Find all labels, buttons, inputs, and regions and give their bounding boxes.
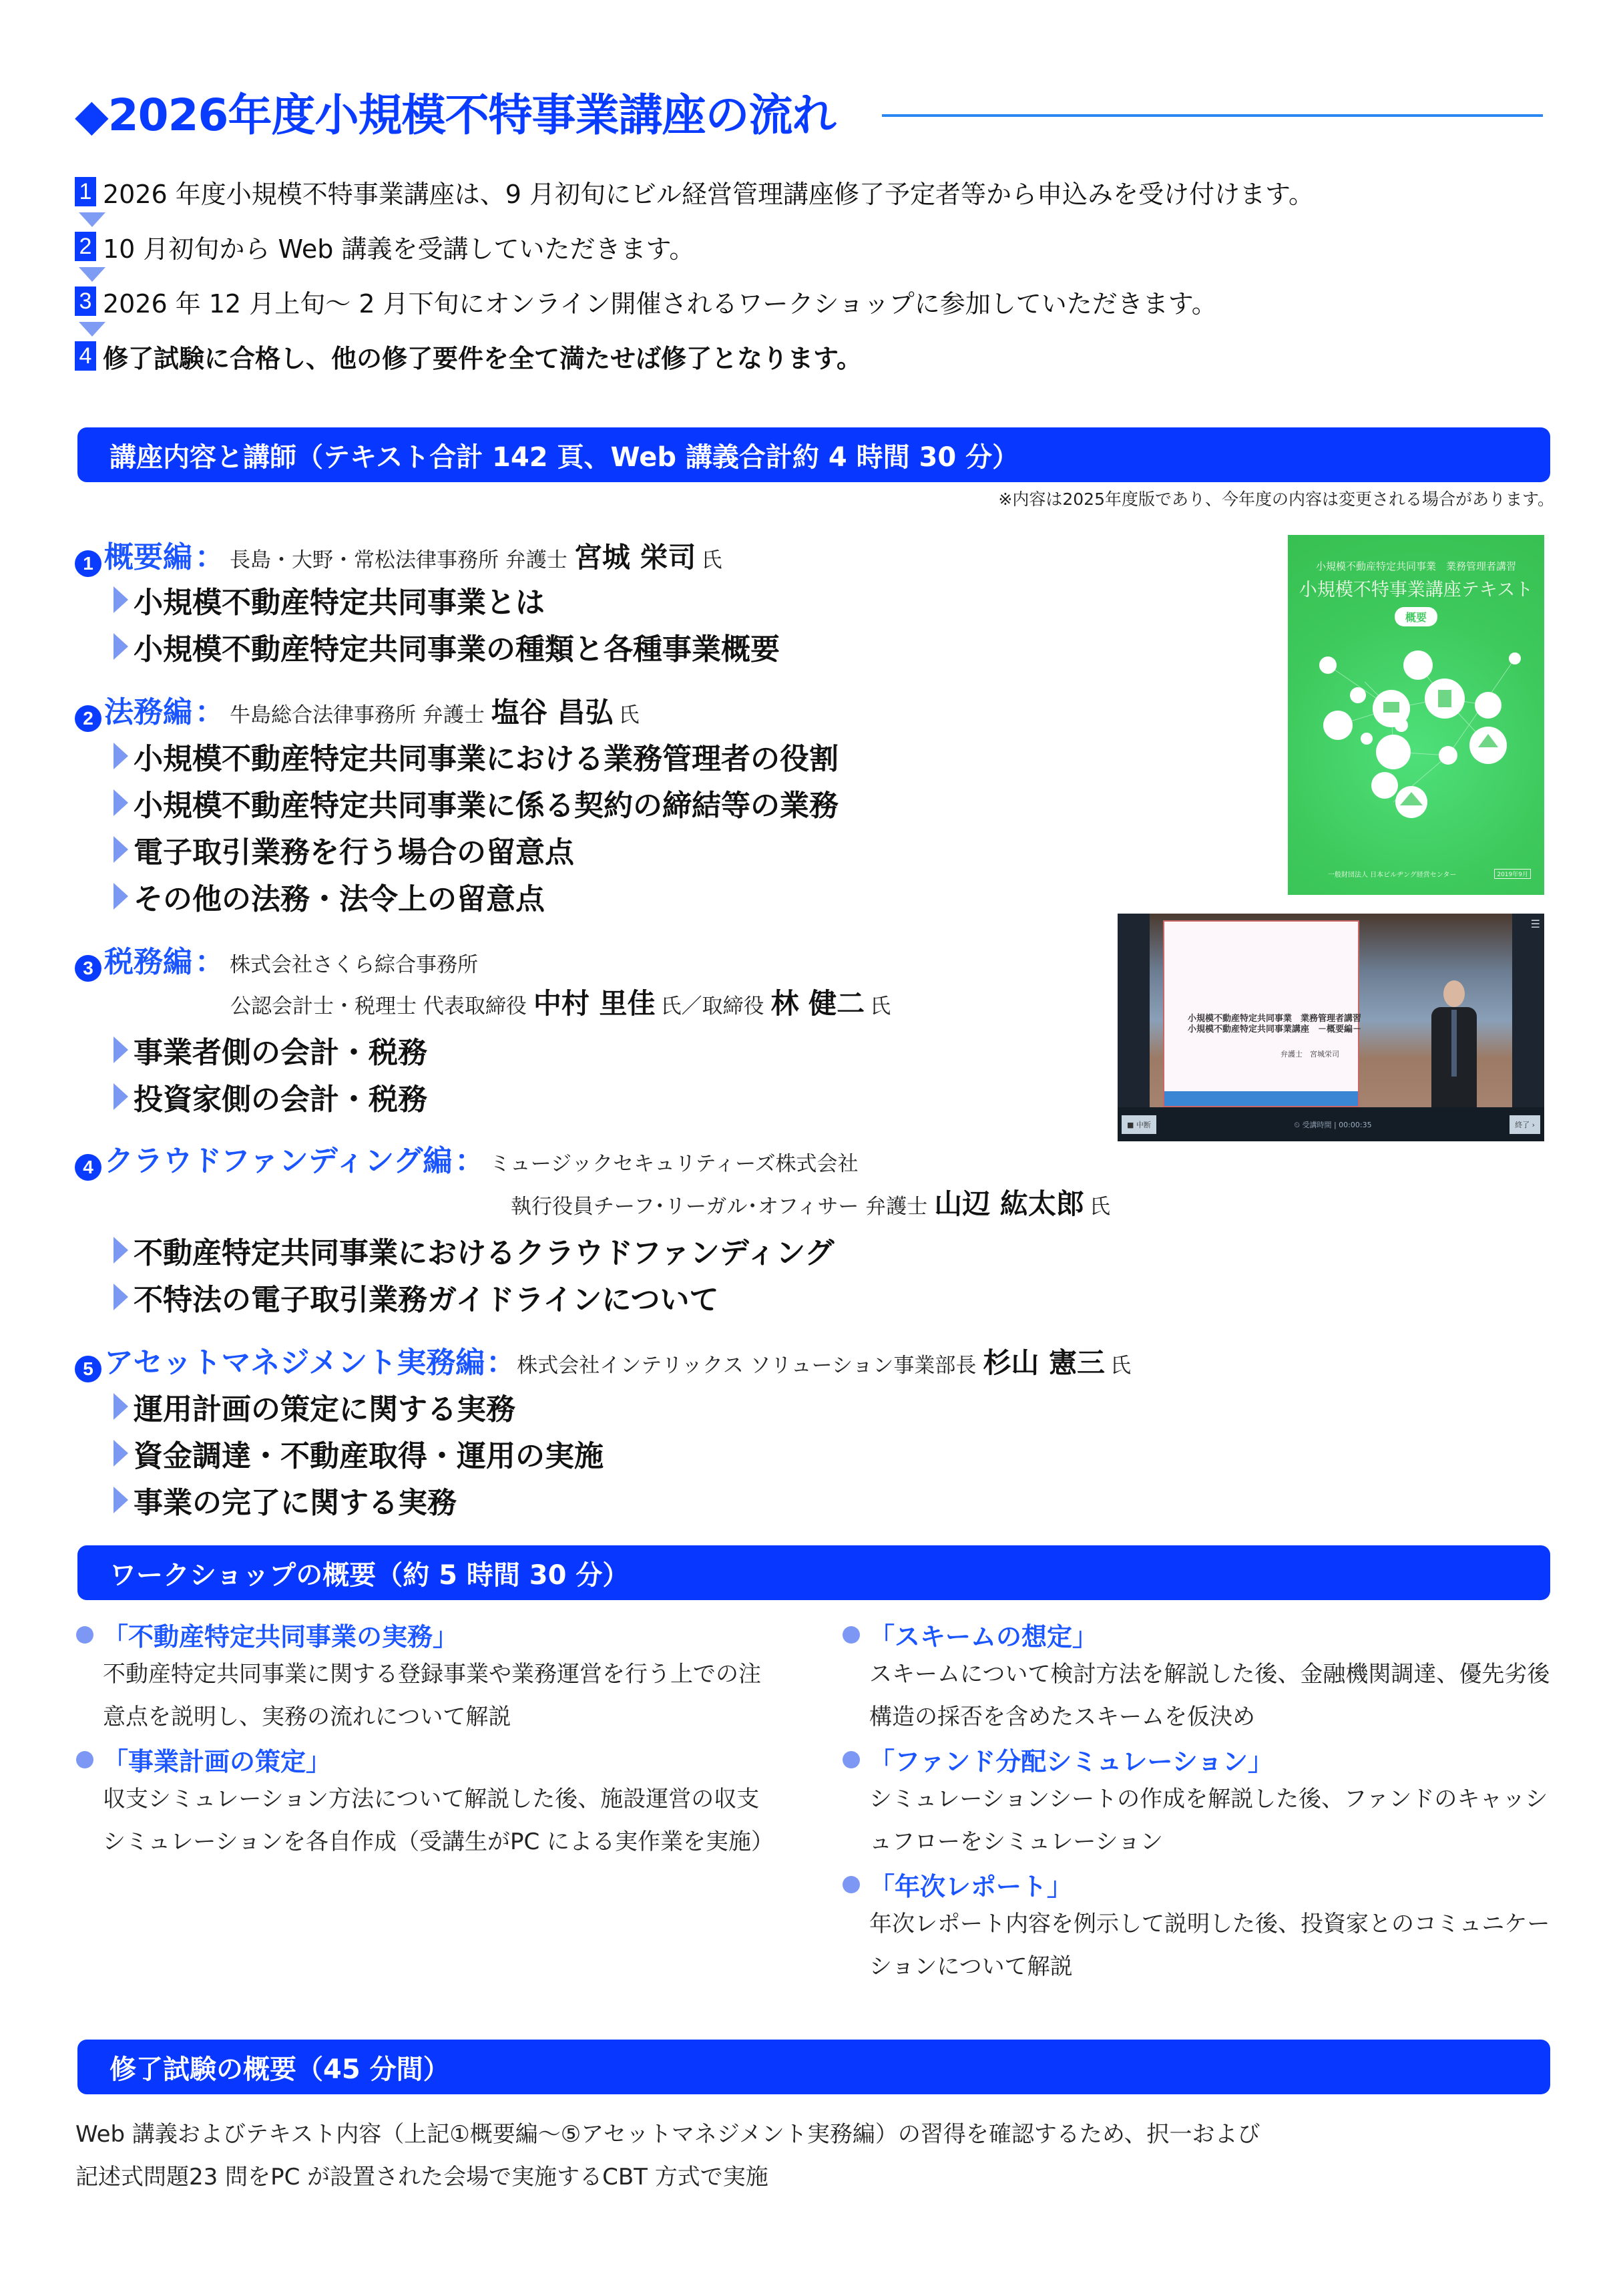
- topic-item: [113, 1229, 834, 1272]
- arrow-down-icon: [79, 267, 105, 282]
- workshop-item-title: [843, 1866, 1557, 1903]
- triangle-right-icon: [113, 633, 128, 660]
- textbook-cover-image: [1288, 535, 1544, 895]
- book-badge: 概要: [1395, 607, 1437, 626]
- topic-item: [113, 625, 780, 668]
- timer: ⏲ 受講時間 | 00:00:35: [1294, 1120, 1372, 1129]
- bullet-dot-icon: [843, 1876, 860, 1893]
- lecturer-figure: [1431, 980, 1477, 1107]
- triangle-right-icon: [113, 789, 128, 816]
- lecturer-name: 林 健二: [770, 987, 865, 1020]
- triangle-right-icon: [113, 1393, 128, 1420]
- topic-item: [113, 578, 545, 621]
- flow-step-4: [75, 339, 862, 373]
- book-title: 小規模不特事業講座テキスト: [1299, 580, 1534, 600]
- timer-label: 受講時間: [1302, 1120, 1332, 1129]
- triangle-right-icon: [113, 586, 128, 613]
- slide-footer-bar: [1164, 1091, 1358, 1106]
- topic-item: [113, 1075, 427, 1118]
- honorific: 氏: [1089, 1195, 1110, 1219]
- triangle-right-icon: [113, 836, 128, 863]
- exam-description-line-1: Web 講義およびテキスト内容（上記①概要編～⑤アセットマネジメント実務編）の習得を確認するため、択一および: [75, 2121, 1260, 2148]
- topic-item: [113, 1432, 604, 1475]
- module-title: 税務編: [104, 945, 192, 979]
- colon: ：: [455, 1144, 485, 1178]
- topic-text: 小規模不動産特定共同事業の種類と各種事業概要: [134, 632, 780, 666]
- step-text: 2026 年度小規模不特事業講座は、9 月初旬にビル経営管理講座修了予定者等から申込みを受け付けます。: [103, 179, 1315, 209]
- step-number: 4: [75, 341, 96, 371]
- triangle-right-icon: [113, 1440, 128, 1467]
- lecturer-name: 中村 里佳: [533, 987, 656, 1020]
- end-button[interactable]: 終了 ›: [1510, 1115, 1540, 1134]
- honorific: 氏: [1110, 1354, 1132, 1378]
- topic-item: [113, 1479, 457, 1521]
- lecturer-name: 山辺 紘太郎: [934, 1187, 1084, 1220]
- triangle-right-icon: [113, 1237, 128, 1264]
- triangle-right-icon: [113, 1487, 128, 1513]
- workshop-item-desc: 不動産特定共同事業に関する登録事業や業務運営を行う上での注意点を説明し、実務の流れについて解説: [103, 1661, 761, 1730]
- lecturer-name: 杉山 憲三: [983, 1346, 1106, 1379]
- lecturer-title: 執行役員チーフ･リーガル･オフィサー 弁護士: [511, 1195, 928, 1219]
- slide-line-1: 小規模不動産特定共同事業 業務管理者講習: [1188, 1014, 1362, 1024]
- network-illustration-icon: [1288, 635, 1544, 835]
- colon: ：: [195, 540, 224, 574]
- topic-item: [113, 1276, 718, 1318]
- flow-step-3: [75, 284, 1217, 318]
- workshop-item-desc: スキームについて検討方法を解説した後、金融機関調達、優先劣後構造の採否を含めたスキームを仮決め: [869, 1661, 1550, 1730]
- colon: ：: [195, 695, 224, 729]
- workshop-item-title: [76, 1741, 770, 1778]
- module-title: 法務編: [104, 695, 192, 729]
- page-title: ◆2026年度小規模不特事業講座の流れ: [75, 89, 836, 141]
- step-number: 1: [75, 177, 96, 206]
- triangle-right-icon: [113, 1284, 128, 1310]
- triangle-right-icon: [113, 743, 128, 769]
- topic-text: 事業者側の会計・税務: [134, 1036, 427, 1070]
- section-header-exam: [77, 2040, 1550, 2094]
- topic-text: 事業の完了に関する実務: [134, 1486, 457, 1520]
- topic-text: 電子取引業務を行う場合の留意点: [134, 835, 574, 870]
- topic-item: [113, 875, 545, 918]
- module-3-lecturers: [230, 982, 891, 1022]
- module-4-header: [75, 1137, 859, 1179]
- topic-item: [113, 735, 839, 777]
- triangle-right-icon: [113, 1083, 128, 1110]
- slide-panel: [1164, 922, 1362, 1106]
- topic-text: 運用計画の策定に関する実務: [134, 1392, 515, 1426]
- topic-text: 小規模不動産特定共同事業に係る契約の締結等の業務: [134, 789, 839, 823]
- module-2-header: [75, 688, 639, 731]
- timer-value: 00:00:35: [1339, 1120, 1372, 1129]
- number-badge: 3: [75, 955, 101, 982]
- module-5-header: [75, 1338, 1131, 1381]
- topic-text: その他の法務・法令上の留意点: [134, 882, 545, 916]
- number-badge: 4: [75, 1154, 101, 1181]
- workshop-right-column: [843, 1616, 1557, 1988]
- honorific: 氏: [701, 548, 722, 572]
- colon: ：: [486, 1346, 516, 1380]
- workshop-title-text: 「事業計画の策定」: [103, 1747, 332, 1776]
- book-subtitle: 小規模不動産特定共同事業 業務管理者講習: [1315, 560, 1516, 572]
- bullet-dot-icon: [843, 1751, 860, 1768]
- player-controls: [1118, 1107, 1544, 1141]
- lecturer-title: 公認会計士・税理士 代表取締役: [230, 994, 527, 1018]
- topic-item: [113, 828, 574, 871]
- lecturer-org: 株式会社さくら綜合事務所: [230, 953, 478, 977]
- bullet-dot-icon: [76, 1751, 93, 1768]
- module-4-lecturer: [511, 1182, 1110, 1222]
- section-header-text: 修了試験の概要（45 分間）: [109, 2054, 450, 2085]
- honorific: 氏: [870, 994, 891, 1018]
- topic-item: [113, 1385, 515, 1428]
- topic-item: [113, 1028, 427, 1071]
- clock-icon: ⏲: [1294, 1120, 1303, 1129]
- workshop-title-text: 「不動産特定共同事業の実務」: [103, 1622, 459, 1652]
- section-header-text: ワークショップの概要（約 5 時間 30 分）: [109, 1559, 630, 1591]
- honorific: 氏: [618, 703, 640, 727]
- workshop-item-desc: 年次レポート内容を例示して説明した後、投資家とのコミュニケーションについて解説: [869, 1911, 1550, 1980]
- lecturer-org: 株式会社インテリックス ソリューション事業部長: [517, 1354, 977, 1378]
- topic-text: 不動産特定共同事業におけるクラウドファンディング: [134, 1236, 835, 1270]
- module-1-header: [75, 533, 722, 576]
- slide-line-2: 小規模不動産特定共同事業講座 －概要編－: [1188, 1024, 1362, 1034]
- workshop-item-desc: シミュレーションシートの作成を解説した後、ファンドのキャッシュフローをシミュレーション: [869, 1786, 1548, 1855]
- workshop-left-column: [76, 1616, 774, 1863]
- number-badge: 1: [75, 550, 101, 577]
- colon: ：: [195, 945, 224, 979]
- number-badge: 5: [75, 1356, 101, 1382]
- slide-presenter: 弁護士 宮城栄司: [1281, 1050, 1339, 1059]
- bullet-dot-icon: [843, 1626, 860, 1644]
- menu-list-icon[interactable]: ☰: [1530, 918, 1540, 930]
- workshop-title-text: 「ファンド分配シミュレーション」: [869, 1747, 1273, 1776]
- bullet-dot-icon: [76, 1626, 93, 1644]
- topic-text: 投資家側の会計・税務: [134, 1083, 427, 1117]
- triangle-right-icon: [113, 883, 128, 910]
- section-header-workshop: [77, 1545, 1550, 1600]
- arrow-down-icon: [79, 322, 105, 337]
- topic-item: [113, 781, 839, 824]
- section-header-text: 講座内容と講師（テキスト合計 142 頁、Web 講義合計約 4 時間 30 分）: [109, 441, 1019, 473]
- topic-text: 不特法の電子取引業務ガイドラインについて: [134, 1283, 719, 1317]
- module-title: 概要編: [104, 540, 192, 574]
- lecturer-org: 牛島総合法律事務所 弁護士: [230, 703, 485, 727]
- step-number: 3: [75, 286, 96, 316]
- lecturer-title-2: 氏／取締役: [660, 994, 764, 1018]
- topic-text: 小規模不動産特定共同事業とは: [134, 586, 545, 620]
- book-edition: 2019年9月: [1494, 869, 1531, 879]
- step-text: 2026 年 12 月上旬～ 2 月下旬にオンライン開催されるワークショップに参加していただきます。: [103, 289, 1217, 319]
- topic-text: 小規模不動産特定共同事業における業務管理者の役割: [134, 742, 839, 776]
- lecturer-name: 塩谷 昌弘: [491, 696, 614, 729]
- step-text: 10 月初旬から Web 講義を受講していただきます。: [103, 234, 695, 264]
- web-lecture-screenshot: [1118, 914, 1544, 1141]
- workshop-item-title: [843, 1741, 1557, 1778]
- step-text: 修了試験に合格し、他の修了要件を全て満たせば修了となります。: [103, 343, 862, 373]
- book-publisher: 一般財団法人 日本ビルヂング経営センター: [1328, 872, 1457, 879]
- workshop-title-text: 「年次レポート」: [869, 1872, 1073, 1901]
- lecturer-org: ミュージックセキュリティーズ株式会社: [489, 1152, 859, 1176]
- module-title: クラウドファンディング編: [104, 1144, 453, 1178]
- module-3-header: [75, 938, 478, 980]
- title-rule: [882, 114, 1543, 117]
- module-title: アセットマネジメント実務編: [104, 1346, 485, 1380]
- lecturer-org: 長島・大野・常松法律事務所 弁護士: [230, 548, 567, 572]
- exam-description-line-2: 記述式問題23 問をPC が設置された会場で実施するCBT 方式で実施: [75, 2164, 768, 2190]
- step-number: 2: [75, 232, 96, 261]
- workshop-title-text: 「スキームの想定」: [869, 1622, 1098, 1652]
- lecturer-name: 宮城 栄司: [573, 541, 696, 574]
- disclaimer-note: ※内容は2025年度版であり、今年度の内容は変更される場合があります。: [998, 490, 1554, 509]
- workshop-item-title: [76, 1616, 770, 1653]
- section-header-lectures: [77, 427, 1550, 482]
- flow-step-2: [75, 230, 694, 263]
- triangle-right-icon: [113, 1036, 128, 1063]
- workshop-item-desc: 収支シミュレーション方法について解説した後、施設運営の収支シミュレーションを各自作成（受講生がPC による実作業を実施）: [103, 1786, 774, 1855]
- arrow-down-icon: [79, 212, 105, 227]
- flow-step-1: [75, 175, 1314, 208]
- topic-text: 資金調達・不動産取得・運用の実施: [134, 1439, 604, 1473]
- pause-button[interactable]: ■ 中断: [1122, 1115, 1156, 1134]
- workshop-item-title: [843, 1616, 1557, 1653]
- number-badge: 2: [75, 705, 101, 732]
